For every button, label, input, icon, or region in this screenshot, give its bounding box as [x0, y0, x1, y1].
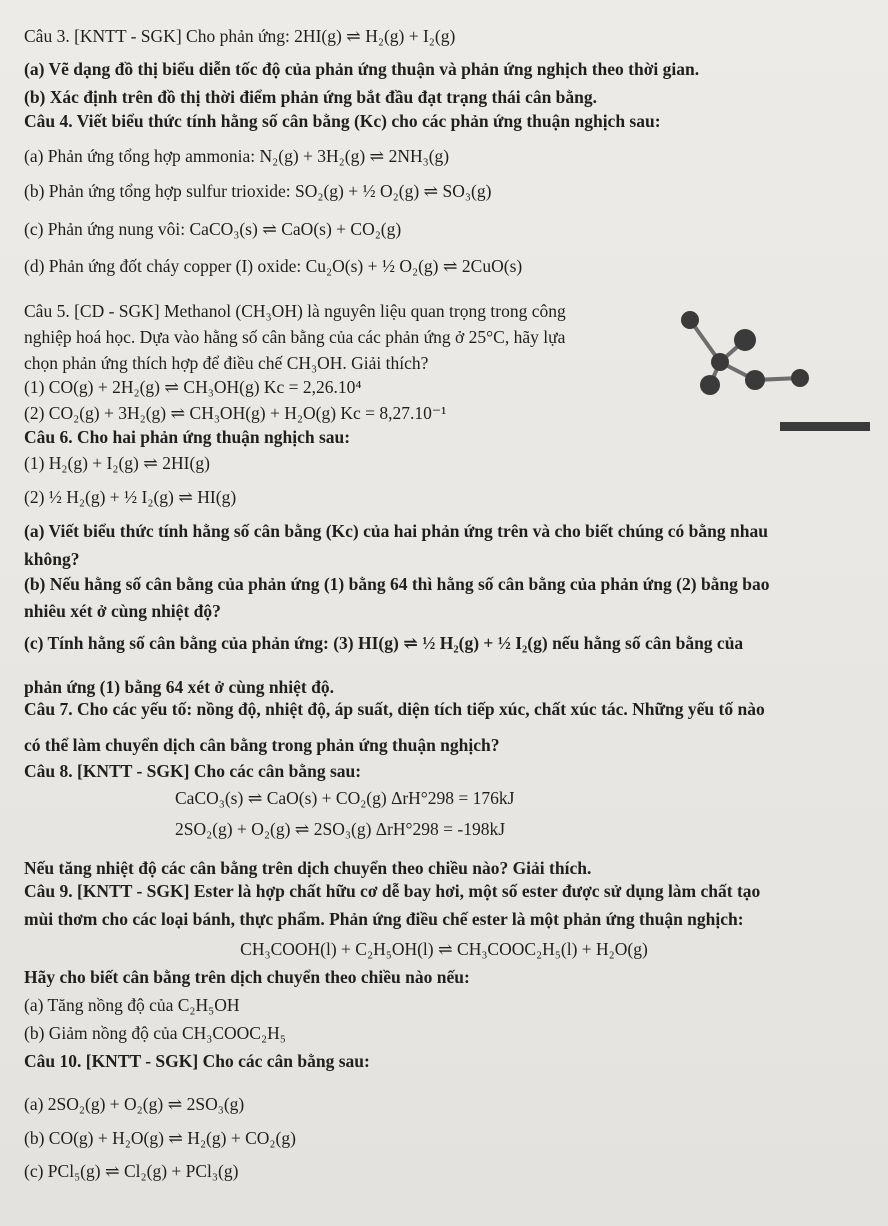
text-line: có thể làm chuyển dịch cân bằng trong phản ứng thuận nghịch? — [24, 735, 500, 755]
text-line: (1) CO(g) + 2H₂(g) ⇌ CH₃OH(g) Kc = 2,26.10⁴ — [24, 377, 362, 397]
text-line: (1) H₂(g) + I₂(g) ⇌ 2HI(g) — [24, 453, 210, 473]
text-line: Câu 10. [KNTT - SGK] Cho các cân bằng sau: — [24, 1051, 370, 1071]
text-line: Câu 7. Cho các yếu tố: nồng độ, nhiệt độ, áp suất, diện tích tiếp xúc, chất xúc tác. Những yếu tố nào — [24, 699, 765, 719]
text-line: nhiêu xét ở cùng nhiệt độ? — [24, 601, 221, 621]
text-line: không? — [24, 549, 80, 569]
text-line: (a) Vẽ dạng đồ thị biểu diễn tốc độ của phản ứng thuận và phản ứng nghịch theo thời gian. — [24, 59, 700, 79]
text-line: (d) Phản ứng đốt cháy copper (I) oxide: Cu₂O(s) + ½ O₂(g) ⇌ 2CuO(s) — [24, 256, 523, 276]
text-line: Câu 3. [KNTT - SGK] Cho phản ứng: 2HI(g) ⇌ H₂(g) + I₂(g) — [24, 26, 456, 46]
text-line: Câu 5. [CD - SGK] Methanol (CH₃OH) là nguyên liệu quan trọng trong công — [24, 301, 566, 321]
text-line: mùi thơm cho các loại bánh, thực phẩm. Phản ứng điều chế ester là một phản ứng thuận nghịch: — [24, 909, 744, 929]
methanol-molecule-icon — [650, 300, 872, 435]
text-line: Câu 4. Viết biểu thức tính hằng số cân bằng (Kc) cho các phản ứng thuận nghịch sau: — [24, 111, 661, 131]
text-line: Câu 9. [KNTT - SGK] Ester là hợp chất hữu cơ dễ bay hơi, một số ester được sử dụng làm chất tạo — [24, 881, 761, 901]
text-line: CH₃COOH(l) + C₂H₅OH(l) ⇌ CH₃COOC₂H₅(l) + H₂O(g) — [240, 939, 648, 959]
text-line: 2SO₂(g) + O₂(g) ⇌ 2SO₃(g) ΔrH°298 = -198kJ — [175, 819, 506, 839]
text-line: (b) Nếu hằng số cân bằng của phản ứng (1) bằng 64 thì hằng số cân bằng của phản ứng (2) bằng bao — [24, 574, 770, 594]
text-line: (c) PCl₅(g) ⇌ Cl₂(g) + PCl₃(g) — [24, 1161, 239, 1181]
text-line: (b) Giảm nồng độ của CH₃COOC₂H₅ — [24, 1023, 286, 1043]
text-line: (a) 2SO₂(g) + O₂(g) ⇌ 2SO₃(g) — [24, 1094, 245, 1114]
text-line: chọn phản ứng thích hợp để điều chế CH₃OH. Giải thích? — [24, 353, 429, 373]
text-line: Câu 8. [KNTT - SGK] Cho các cân bằng sau: — [24, 761, 362, 781]
text-line: (b) Xác định trên đồ thị thời điểm phản ứng bắt đầu đạt trạng thái cân bằng. — [24, 87, 598, 107]
text-line: (2) ½ H₂(g) + ½ I₂(g) ⇌ HI(g) — [24, 487, 237, 507]
text-line: (c) Phản ứng nung vôi: CaCO₃(s) ⇌ CaO(s) + CO₂(g) — [24, 219, 402, 239]
text-line: phản ứng (1) bằng 64 xét ở cùng nhiệt độ. — [24, 677, 334, 697]
text-line: Câu 6. Cho hai phản ứng thuận nghịch sau: — [24, 427, 351, 447]
text-line: (a) Tăng nồng độ của C₂H₅OH — [24, 995, 240, 1015]
text-line: (a) Viết biểu thức tính hằng số cân bằng (Kc) của hai phản ứng trên và cho biết chúng có bằng nhau — [24, 521, 768, 541]
text-line: (2) CO₂(g) + 3H₂(g) ⇌ CH₃OH(g) + H₂O(g) Kc = 8,27.10⁻¹ — [24, 403, 447, 423]
text-line: CaCO₃(s) ⇌ CaO(s) + CO₂(g) ΔrH°298 = 176kJ — [175, 788, 515, 808]
text-line: (b) Phản ứng tổng hợp sulfur trioxide: SO₂(g) + ½ O₂(g) ⇌ SO₃(g) — [24, 181, 492, 201]
text-line: Nếu tăng nhiệt độ các cân bằng trên dịch chuyển theo chiều nào? Giải thích. — [24, 858, 592, 878]
text-line: (a) Phản ứng tổng hợp ammonia: N₂(g) + 3H₂(g) ⇌ 2NH₃(g) — [24, 146, 450, 166]
text-line: (c) Tính hằng số cân bằng của phản ứng: (3) HI(g) ⇌ ½ H₂(g) + ½ I₂(g) nếu hằng số cân bằng của — [24, 633, 744, 653]
text-line: nghiệp hoá học. Dựa vào hằng số cân bằng của các phản ứng ở 25°C, hãy lựa — [24, 327, 566, 347]
text-line: (b) CO(g) + H₂O(g) ⇌ H₂(g) + CO₂(g) — [24, 1128, 296, 1148]
text-line: Hãy cho biết cân bằng trên dịch chuyển theo chiều nào nếu: — [24, 967, 470, 987]
